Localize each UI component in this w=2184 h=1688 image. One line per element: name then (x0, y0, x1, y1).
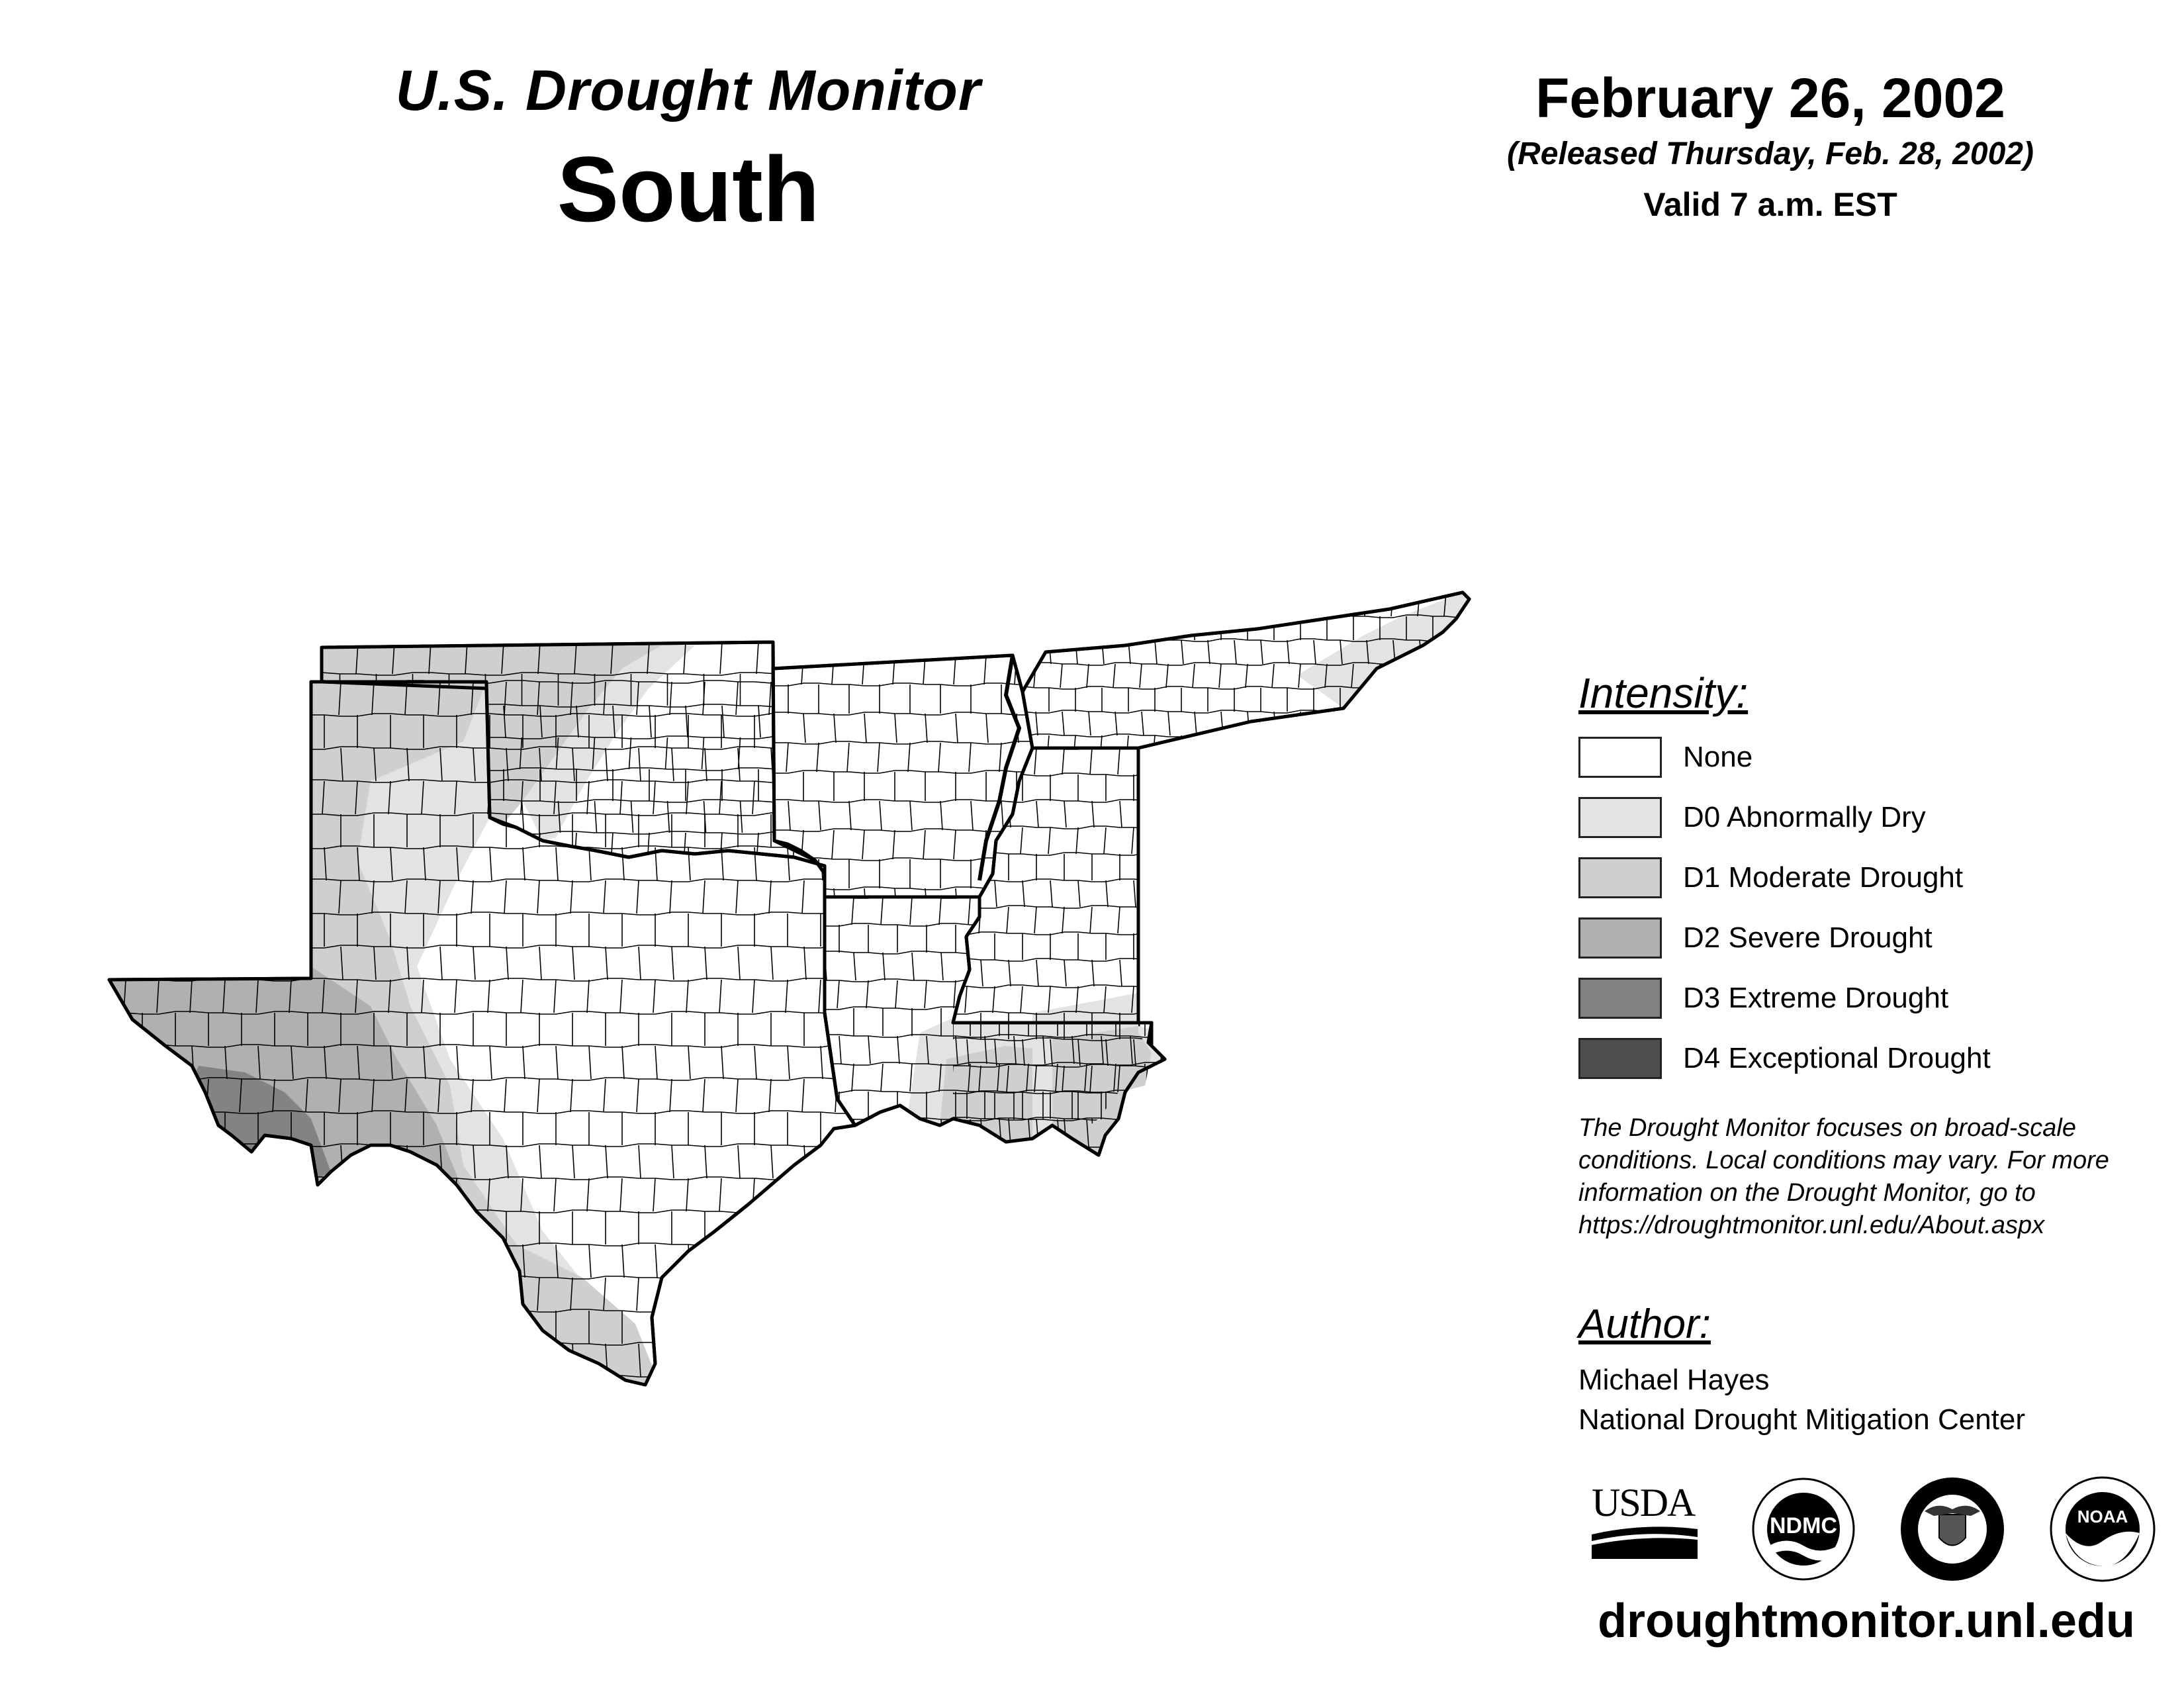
legend-label: D1 Moderate Drought (1683, 861, 1964, 894)
author-name: Michael Hayes (1578, 1364, 1770, 1396)
map-title: U.S. Drought Monitor (395, 59, 981, 122)
usda-logo-text: USDA (1592, 1481, 1695, 1524)
doc-logo (1898, 1475, 2007, 1583)
legend-swatch (1578, 978, 1662, 1019)
legend-label: D0 Abnormally Dry (1683, 801, 1926, 833)
ndmc-logo (1751, 1476, 1856, 1582)
legend-swatch (1578, 797, 1662, 838)
map-date: February 26, 2002 (1535, 67, 2005, 129)
valid-time: Valid 7 a.m. EST (1643, 186, 1897, 223)
legend-label: D4 Exceptional Drought (1683, 1042, 1991, 1074)
usda-hills-icon (1592, 1523, 1698, 1559)
legend-swatch (1578, 917, 1662, 959)
author-heading: Author: (1578, 1301, 1711, 1347)
legend-label: D3 Extreme Drought (1683, 982, 1949, 1014)
release-date: (Released Thursday, Feb. 28, 2002) (1507, 136, 2034, 171)
department-of-commerce-seal-icon (1898, 1475, 2007, 1583)
author-organization: National Drought Mitigation Center (1578, 1403, 2026, 1436)
website-link[interactable]: droughtmonitor.unl.edu (1598, 1595, 2135, 1648)
noaa-logo (2048, 1475, 2157, 1583)
noaa-logo-text: NOAA (2077, 1507, 2128, 1526)
noaa-seal-icon (2048, 1475, 2157, 1583)
legend-swatch (1578, 737, 1662, 778)
region-title: South (557, 137, 820, 241)
usda-logo (1592, 1483, 1704, 1562)
legend-swatch (1578, 1038, 1662, 1079)
ndmc-logo-text: NDMC (1770, 1513, 1837, 1538)
legend-heading: Intensity: (1578, 669, 1749, 717)
disclaimer-text: The Drought Monitor focuses on broad-scale conditions. Local conditions may vary. For more information on the Drought Monitor, go to https://droughtmonitor.unl.edu/About.aspx (1578, 1114, 2109, 1239)
legend-swatch (1578, 857, 1662, 898)
legend-label: D2 Severe Drought (1683, 921, 1933, 954)
legend-label: None (1683, 741, 1753, 773)
